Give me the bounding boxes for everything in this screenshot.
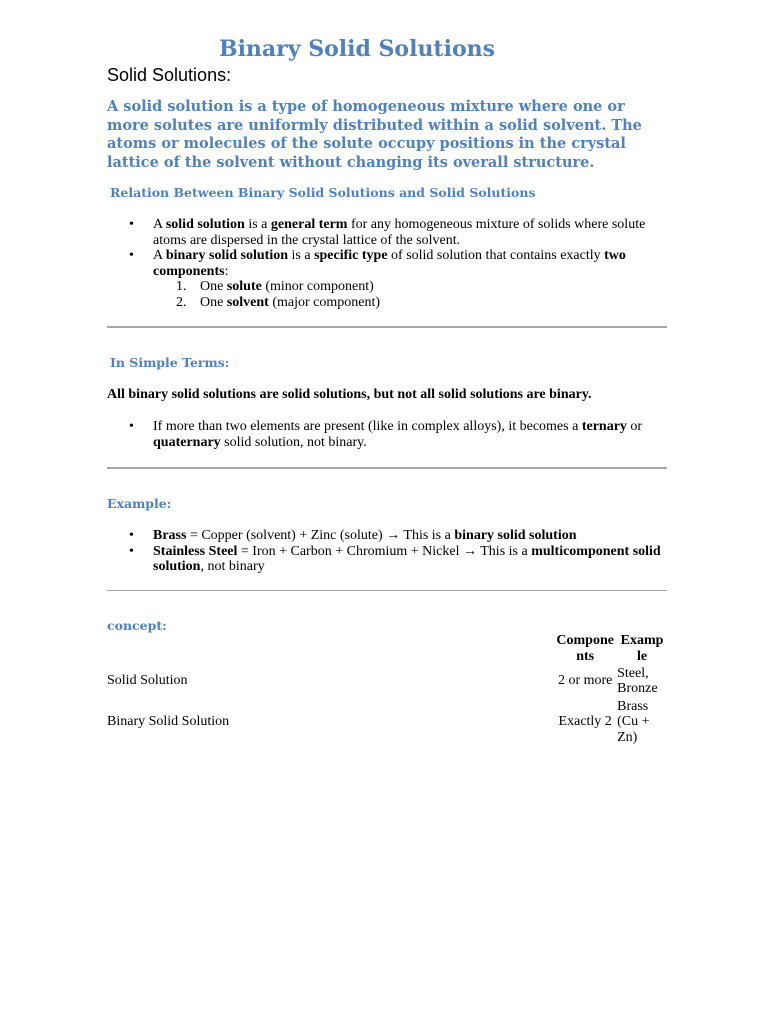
example-list: [107, 528, 667, 575]
list-item: • A solid solution is a general term for any homogeneous mixture of solids where solute atoms are dispersed in the crystal lattice of the solvent.: [107, 217, 667, 248]
divider: [107, 326, 667, 328]
example-heading: Example:: [107, 496, 172, 511]
arrow-icon: →: [463, 543, 477, 559]
table-header-cell: [107, 633, 553, 664]
arrow-icon: →: [386, 528, 401, 543]
table-cell: Brass (Cu + Zn): [617, 698, 650, 745]
divider: [107, 467, 667, 469]
list-item: • A binary solid solution is a specific type of solid solution that contains exactly two components:: [107, 248, 667, 279]
divider: [107, 590, 667, 591]
intro-paragraph: A solid solution is a type of homogeneous mixture where one or more solutes are uniformly distributed within a solid solvent. The atoms or molecules of the solute occupy positions in the crystal lattice of the solvent without changing its overall structure.: [107, 98, 642, 171]
simple-statement: All binary solid solutions are solid solutions, but not all solid solutions are binary.: [107, 387, 592, 402]
relation-list: [107, 217, 667, 310]
table-header-cell: Examp le: [620, 633, 664, 664]
table-cell: 2 or more: [557, 673, 613, 689]
concept-table: [107, 633, 667, 746]
page-title: Binary Solid Solutions: [218, 36, 496, 62]
list-item: • If more than two elements are present (like in complex alloys), it becomes a ternary or quaternary solid solution, not binary.: [107, 419, 667, 450]
table-row: [107, 664, 667, 698]
table-row: [107, 698, 667, 746]
table-cell: Exactly 2: [558, 714, 612, 730]
section-subtitle: Solid Solutions:: [107, 65, 232, 85]
list-item: 1. One solute (minor component): [176, 279, 374, 294]
table-cell: Binary Solid Solution: [107, 714, 230, 730]
table-cell: Steel, Bronze: [617, 665, 658, 696]
relation-heading: Relation Between Binary Solid Solutions and Solid Solutions: [110, 185, 536, 200]
table-header-cell: Compone nts: [556, 633, 614, 664]
list-item: • Stainless Steel = Iron + Carbon + Chromium + Nickel → This is a multicomponent solid solution, not binary: [107, 544, 667, 575]
concept-heading: concept:: [107, 618, 167, 633]
list-item: 2. One solvent (major component): [176, 294, 381, 310]
simple-list: [107, 419, 667, 450]
table-header-row: [107, 633, 667, 664]
simple-terms-heading: In Simple Terms:: [110, 355, 230, 370]
table-cell: Solid Solution: [107, 673, 188, 689]
list-item: • Brass = Copper (solvent) + Zinc (solute) → This is a binary solid solution: [107, 528, 667, 544]
